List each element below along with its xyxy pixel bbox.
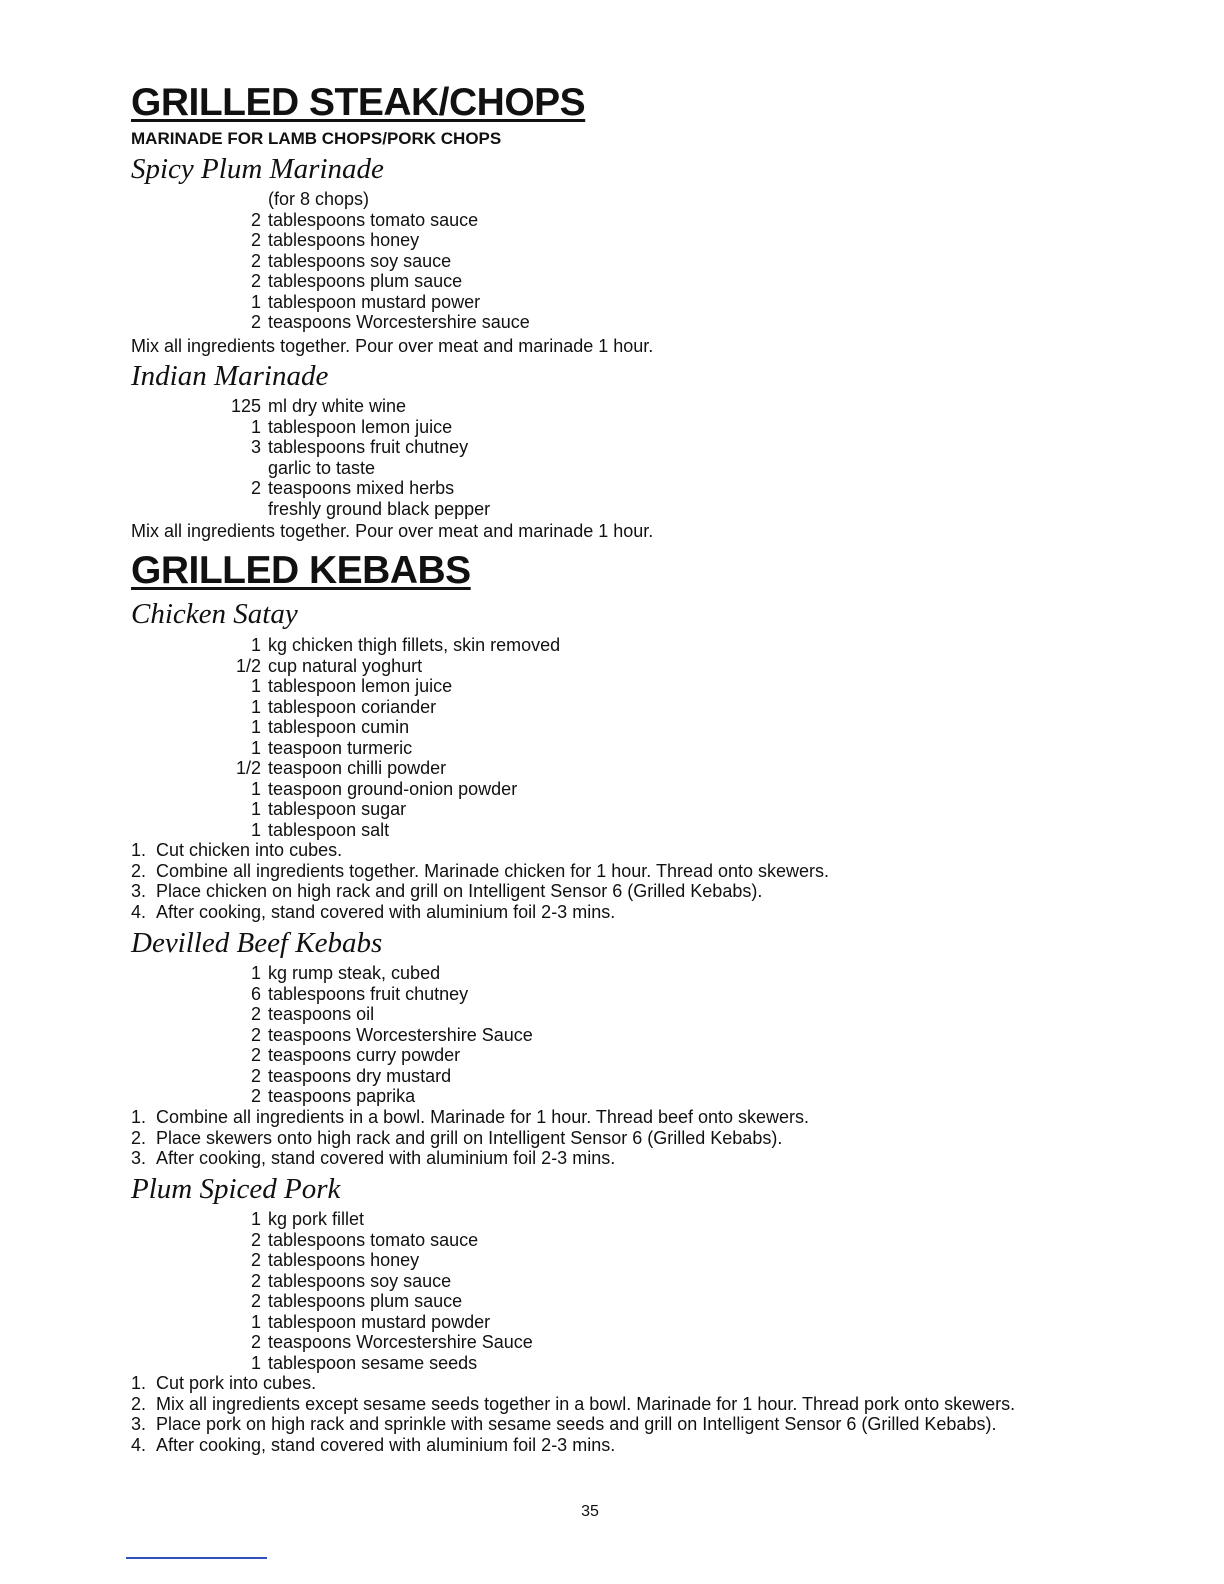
step-number: 1. xyxy=(131,1107,147,1127)
step-number: 4. xyxy=(131,1434,147,1455)
step-number: 3. xyxy=(131,1148,147,1168)
method-step xyxy=(131,1373,1071,1394)
step-text: Combine all ingredients in a bowl. Marinade for 1 hour. Thread beef onto skewers. xyxy=(156,1107,810,1127)
ingredient-text: tablespoons soy sauce xyxy=(268,250,452,271)
ingredient-quantity: 2 xyxy=(250,1024,261,1045)
ingredient-text: tablespoons plum sauce xyxy=(268,271,463,291)
method-spicy-plum: Mix all ingredients together. Pour over meat and marinade 1 hour. xyxy=(131,336,654,356)
method-step xyxy=(131,902,1071,923)
method-step xyxy=(131,1394,1071,1415)
ingredient-quantity: 1 xyxy=(250,291,261,312)
ingredient-text: tablespoon cumin xyxy=(268,717,410,737)
ingredient-text: cup natural yoghurt xyxy=(268,655,423,676)
method-indian: Mix all ingredients together. Pour over meat and marinade 1 hour. xyxy=(131,521,654,541)
ingredient-quantity: 1/2 xyxy=(235,758,261,778)
ingredient-text: teaspoons paprika xyxy=(268,1086,416,1106)
step-text: After cooking, stand covered with aluminium foil 2-3 mins. xyxy=(156,1434,616,1455)
step-number: 4. xyxy=(131,901,147,922)
ingredient-text: teaspoons curry powder xyxy=(268,1045,461,1065)
ingredient-quantity: 125 xyxy=(230,396,261,416)
ingredient-text: tablespoon sugar xyxy=(268,799,407,819)
ingredient-quantity: 2 xyxy=(250,1229,261,1250)
ingredient-text: tablespoons tomato sauce xyxy=(268,209,479,230)
footer-rule xyxy=(126,1557,267,1559)
ingredient-text: tablespoons honey xyxy=(268,1250,420,1270)
method-step xyxy=(131,1148,1071,1169)
ingredient-text: teaspoon turmeric xyxy=(268,737,413,758)
steps-plum-pork xyxy=(131,1373,1071,1455)
ingredient-text: tablespoon sesame seeds xyxy=(268,1352,478,1373)
method-step xyxy=(131,1435,1071,1456)
step-number: 1. xyxy=(131,1373,147,1393)
ingredient-text: tablespoons soy sauce xyxy=(268,1270,452,1291)
recipe-title-indian: Indian Marinade xyxy=(131,360,329,392)
recipe-title-spicy-plum: Spicy Plum Marinade xyxy=(131,153,384,185)
recipe-title-plum-pork: Plum Spiced Pork xyxy=(131,1173,341,1205)
ingredient-text: teaspoons mixed herbs xyxy=(268,478,455,498)
step-number: 3. xyxy=(131,1414,147,1434)
step-number: 2. xyxy=(131,860,147,881)
ingredient-quantity: 1 xyxy=(250,778,261,799)
ingredient-quantity: 3 xyxy=(250,437,261,457)
ingredient-quantity: 2 xyxy=(250,1291,261,1311)
step-text: After cooking, stand covered with aluminium foil 2-3 mins. xyxy=(156,901,616,922)
ingredient-quantity: 2 xyxy=(250,209,261,230)
ingredient-quantity: 2 xyxy=(250,478,261,498)
step-number: 2. xyxy=(131,1127,147,1148)
step-text: Place skewers onto high rack and grill on Intelligent Sensor 6 (Grilled Kebabs). xyxy=(156,1127,783,1148)
step-text: Cut chicken into cubes. xyxy=(156,840,343,860)
ingredient-text: kg chicken thigh fillets, skin removed xyxy=(268,635,561,655)
step-text: Combine all ingredients together. Marinade chicken for 1 hour. Thread onto skewers. xyxy=(156,860,830,881)
section-subtitle: MARINADE FOR LAMB CHOPS/PORK CHOPS xyxy=(131,129,502,148)
ingredient-quantity: 1 xyxy=(250,819,261,840)
ingredient-quantity: 2 xyxy=(250,1086,261,1106)
recipe-title-devilled-beef: Devilled Beef Kebabs xyxy=(131,927,383,959)
step-text: Mix all ingredients except sesame seeds together in a bowl. Marinade for 1 hour. Thread pork onto skewers. xyxy=(156,1393,1016,1414)
method-step xyxy=(131,1414,1071,1435)
page-number: 35 xyxy=(581,1503,599,1520)
ingredient-quantity: 1 xyxy=(250,1311,261,1332)
ingredient-text: tablespoons fruit chutney xyxy=(268,437,469,457)
ingredient-quantity: 1 xyxy=(250,1209,261,1229)
steps-devilled-beef xyxy=(131,1107,1071,1169)
ingredient-quantity: 2 xyxy=(250,1270,261,1291)
ingredient-quantity: 2 xyxy=(250,1332,261,1352)
ingredient-quantity: 1 xyxy=(250,717,261,737)
ingredient-quantity: 2 xyxy=(250,230,261,250)
method-step xyxy=(131,1107,1071,1128)
ingredient-text: tablespoon lemon juice xyxy=(268,416,453,437)
ingredient-text: tablespoon coriander xyxy=(268,696,437,717)
ingredient-text: teaspoon chilli powder xyxy=(268,758,447,778)
ingredient-quantity: 1/2 xyxy=(235,655,261,676)
step-number: 3. xyxy=(131,881,147,901)
ingredient-quantity: 2 xyxy=(250,1045,261,1065)
ingredient-text: tablespoons fruit chutney xyxy=(268,983,469,1004)
ingredient-text: tablespoon salt xyxy=(268,819,390,840)
ingredient-quantity: 2 xyxy=(250,250,261,271)
section-title-kebabs: GRILLED KEBABS xyxy=(131,549,471,592)
recipe-title-chicken-satay: Chicken Satay xyxy=(131,598,298,630)
ingredient-text: (for 8 chops) xyxy=(268,189,370,209)
ingredient-text: kg rump steak, cubed xyxy=(268,963,441,983)
ingredient-text: teaspoons Worcestershire Sauce xyxy=(268,1024,533,1045)
method-step xyxy=(131,1128,1071,1149)
method-step xyxy=(131,840,1071,861)
ingredient-text: teaspoons Worcestershire sauce xyxy=(268,312,530,332)
method-step xyxy=(131,861,1071,882)
ingredient-quantity: 2 xyxy=(250,1250,261,1270)
ingredient-quantity: 2 xyxy=(250,312,261,332)
ingredient-quantity: 1 xyxy=(250,635,261,655)
step-number: 1. xyxy=(131,840,147,860)
ingredient-text: teaspoons oil xyxy=(268,1004,375,1024)
step-text: After cooking, stand covered with aluminium foil 2-3 mins. xyxy=(156,1148,616,1168)
ingredient-quantity: 1 xyxy=(250,963,261,983)
ingredient-quantity: 1 xyxy=(250,416,261,437)
step-text: Place pork on high rack and sprinkle with sesame seeds and grill on Intelligent Sensor 6 (Grilled Kebabs). xyxy=(156,1414,997,1434)
section-title-steak-chops: GRILLED STEAK/CHOPS xyxy=(131,81,586,124)
steps-chicken-satay xyxy=(131,840,1071,922)
ingredient-text: tablespoon lemon juice xyxy=(268,676,453,696)
ingredient-text: tablespoon mustard power xyxy=(268,291,481,312)
ingredient-text: teaspoon ground-onion powder xyxy=(268,778,518,799)
ingredient-quantity: 1 xyxy=(250,799,261,819)
ingredient-text: tablespoons honey xyxy=(268,230,420,250)
ingredient-text: ml dry white wine xyxy=(268,396,407,416)
step-number: 2. xyxy=(131,1393,147,1414)
step-text: Cut pork into cubes. xyxy=(156,1373,317,1393)
ingredient-quantity: 1 xyxy=(250,676,261,696)
ingredient-text: kg pork fillet xyxy=(268,1209,365,1229)
ingredient-text: teaspoons Worcestershire Sauce xyxy=(268,1332,533,1352)
ingredient-quantity: 1 xyxy=(250,696,261,717)
ingredient-text: tablespoon mustard powder xyxy=(268,1311,491,1332)
ingredient-quantity: 1 xyxy=(250,1352,261,1373)
ingredient-text: garlic to taste xyxy=(268,457,376,478)
ingredient-text: tablespoons plum sauce xyxy=(268,1291,463,1311)
ingredient-text: tablespoons tomato sauce xyxy=(268,1229,479,1250)
ingredient-quantity: 2 xyxy=(250,1004,261,1024)
method-step xyxy=(131,881,1071,902)
ingredient-text: freshly ground black pepper xyxy=(268,498,491,519)
ingredient-quantity: 6 xyxy=(250,983,261,1004)
ingredient-quantity: 2 xyxy=(250,1065,261,1086)
step-text: Place chicken on high rack and grill on Intelligent Sensor 6 (Grilled Kebabs). xyxy=(156,881,763,901)
ingredient-quantity: 1 xyxy=(250,737,261,758)
ingredient-text: teaspoons dry mustard xyxy=(268,1065,452,1086)
ingredient-quantity: 2 xyxy=(250,271,261,291)
